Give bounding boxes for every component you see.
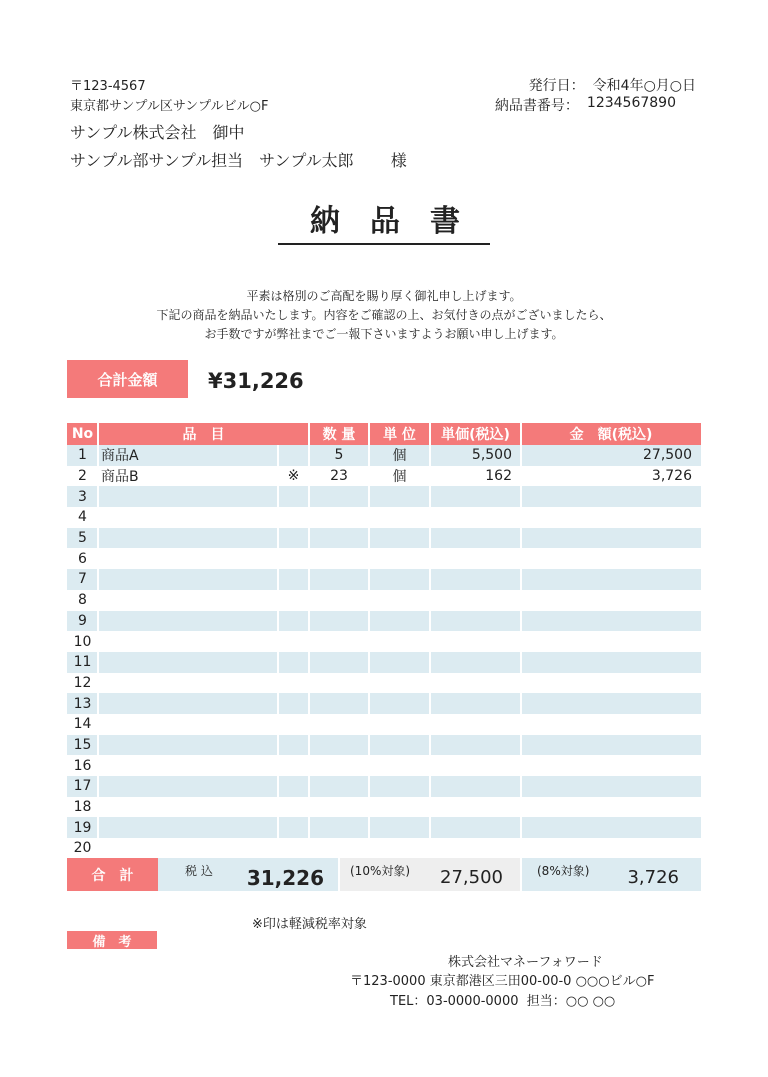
column-divider bbox=[277, 735, 279, 756]
row-qty bbox=[309, 714, 369, 735]
row-qty bbox=[309, 652, 369, 673]
remarks-label: 備 考 bbox=[67, 931, 157, 949]
column-divider bbox=[97, 445, 99, 466]
row-price bbox=[430, 548, 521, 569]
row-qty bbox=[309, 548, 369, 569]
row-mark bbox=[278, 735, 309, 756]
column-divider bbox=[308, 569, 310, 590]
row-price bbox=[430, 735, 521, 756]
greeting bbox=[0, 287, 768, 344]
row-qty bbox=[309, 838, 369, 859]
greeting-line-2: 下記の商品を納品いたします。内容をご確認の上、お気付きの点がございましたら、 bbox=[156, 308, 612, 322]
row-mark bbox=[278, 776, 309, 797]
column-divider bbox=[308, 817, 310, 838]
column-divider bbox=[429, 693, 431, 714]
row-unit bbox=[369, 631, 430, 652]
delivery-number-value: 1234567890 bbox=[586, 95, 676, 111]
row-name: 商品B bbox=[101, 469, 139, 486]
row-no: 12 bbox=[73, 674, 92, 691]
column-divider bbox=[277, 817, 279, 838]
row-no: 20 bbox=[73, 840, 92, 857]
table-row bbox=[67, 693, 701, 714]
column-divider bbox=[308, 423, 310, 445]
row-unit bbox=[369, 817, 430, 838]
column-divider bbox=[277, 445, 279, 466]
table-row bbox=[67, 486, 701, 507]
delivery-number-label: 納品書番号： bbox=[494, 98, 579, 114]
recipient-person: サンプル部サンプル担当 サンプル太郎 様 bbox=[70, 151, 407, 170]
table-row bbox=[67, 776, 701, 797]
row-mark bbox=[278, 797, 309, 818]
row-no: 14 bbox=[73, 716, 92, 733]
tax-included-value: 31,226 bbox=[246, 866, 324, 890]
column-divider bbox=[277, 486, 279, 507]
header-name: 品 目 bbox=[182, 427, 225, 443]
row-no: 3 bbox=[78, 488, 87, 505]
document-title: 納 品 書 bbox=[310, 204, 460, 239]
table-row bbox=[67, 797, 701, 818]
column-divider bbox=[277, 611, 279, 632]
header-qty: 数 量 bbox=[322, 427, 356, 443]
tax-included-label: 税 込 bbox=[185, 864, 213, 878]
row-amount bbox=[521, 652, 701, 673]
recipient-company: サンプル株式会社 御中 bbox=[70, 123, 245, 142]
row-qty bbox=[309, 755, 369, 776]
row-mark bbox=[278, 693, 309, 714]
column-divider bbox=[97, 817, 99, 838]
column-divider bbox=[520, 693, 522, 714]
issue-date-value: 令和4年○月○日 bbox=[592, 78, 696, 94]
table-row bbox=[67, 673, 701, 694]
row-unit bbox=[369, 548, 430, 569]
column-divider bbox=[429, 569, 431, 590]
table-row bbox=[67, 466, 701, 487]
row-mark bbox=[278, 445, 309, 466]
column-divider bbox=[520, 776, 522, 797]
row-unit bbox=[369, 776, 430, 797]
row-mark bbox=[278, 714, 309, 735]
row-no: 5 bbox=[78, 530, 87, 547]
column-divider bbox=[308, 611, 310, 632]
row-price bbox=[430, 817, 521, 838]
table-row bbox=[67, 507, 701, 528]
row-qty bbox=[309, 673, 369, 694]
table-header-row bbox=[67, 423, 701, 445]
table-row bbox=[67, 652, 701, 673]
row-amount bbox=[521, 838, 701, 859]
row-no: 10 bbox=[73, 633, 92, 650]
column-divider bbox=[308, 528, 310, 549]
row-amount bbox=[521, 755, 701, 776]
greeting-line-3: お手数ですが弊社までご一報下さいますようお願い申し上げます。 bbox=[204, 327, 564, 341]
row-mark bbox=[278, 631, 309, 652]
column-divider bbox=[368, 735, 370, 756]
column-divider bbox=[308, 445, 310, 466]
rate8-cell bbox=[522, 858, 701, 891]
column-divider bbox=[520, 652, 522, 673]
row-no: 18 bbox=[73, 799, 92, 816]
row-amount bbox=[521, 590, 701, 611]
column-divider bbox=[520, 569, 522, 590]
row-qty bbox=[309, 797, 369, 818]
row-price bbox=[430, 776, 521, 797]
column-divider bbox=[97, 693, 99, 714]
row-qty: 23 bbox=[330, 468, 348, 485]
row-amount bbox=[521, 611, 701, 632]
table-row bbox=[67, 590, 701, 611]
column-divider bbox=[520, 486, 522, 507]
row-mark bbox=[278, 507, 309, 528]
column-divider bbox=[368, 445, 370, 466]
row-mark bbox=[278, 652, 309, 673]
column-divider bbox=[97, 611, 99, 632]
row-mark bbox=[278, 611, 309, 632]
row-amount: 3,726 bbox=[651, 468, 692, 485]
column-divider bbox=[368, 652, 370, 673]
row-qty bbox=[309, 507, 369, 528]
row-unit bbox=[369, 590, 430, 611]
row-no: 2 bbox=[78, 468, 87, 485]
rate8-value: 3,726 bbox=[627, 867, 679, 888]
row-unit bbox=[369, 838, 430, 859]
totals-label: 合 計 bbox=[67, 858, 158, 891]
row-unit bbox=[369, 569, 430, 590]
column-divider bbox=[429, 652, 431, 673]
row-amount bbox=[521, 486, 701, 507]
column-divider bbox=[520, 817, 522, 838]
column-divider bbox=[520, 611, 522, 632]
rate10-value: 27,500 bbox=[440, 867, 503, 888]
column-divider bbox=[368, 486, 370, 507]
row-mark bbox=[278, 528, 309, 549]
table-row bbox=[67, 631, 701, 652]
row-no: 13 bbox=[73, 695, 92, 712]
column-divider bbox=[520, 735, 522, 756]
row-price bbox=[430, 693, 521, 714]
row-amount bbox=[521, 548, 701, 569]
row-unit bbox=[369, 735, 430, 756]
column-divider bbox=[277, 652, 279, 673]
issue-date-label: 発行日： bbox=[528, 78, 585, 94]
row-mark bbox=[278, 838, 309, 859]
row-unit bbox=[369, 652, 430, 673]
column-divider bbox=[308, 693, 310, 714]
sender-contact: TEL：03-0000-0000 担当：○○ ○○ bbox=[390, 994, 616, 1009]
column-divider bbox=[429, 423, 431, 445]
total-amount-label: 合計金額 bbox=[67, 360, 188, 398]
table-row bbox=[67, 735, 701, 756]
column-divider bbox=[277, 528, 279, 549]
table-row bbox=[67, 528, 701, 549]
row-no: 8 bbox=[78, 592, 87, 609]
row-price bbox=[430, 797, 521, 818]
total-amount-value: ¥31,226 bbox=[208, 369, 304, 393]
row-unit bbox=[369, 528, 430, 549]
column-divider bbox=[368, 817, 370, 838]
row-mark bbox=[278, 569, 309, 590]
row-unit bbox=[369, 714, 430, 735]
column-divider bbox=[97, 735, 99, 756]
row-unit: 個 bbox=[392, 448, 407, 465]
column-divider bbox=[308, 776, 310, 797]
row-price bbox=[430, 486, 521, 507]
row-unit: 個 bbox=[392, 469, 407, 486]
column-divider bbox=[97, 423, 99, 445]
header-no: No bbox=[71, 426, 94, 442]
column-divider bbox=[520, 528, 522, 549]
title-underline bbox=[278, 243, 490, 245]
row-qty bbox=[309, 528, 369, 549]
column-divider bbox=[97, 486, 99, 507]
row-amount bbox=[521, 673, 701, 694]
rate8-label: (8%対象) bbox=[537, 864, 590, 878]
table-row bbox=[67, 817, 701, 838]
row-qty: 5 bbox=[334, 447, 344, 464]
recipient-address: 東京都サンプル区サンプルビル○F bbox=[70, 99, 269, 114]
row-mark bbox=[278, 817, 309, 838]
row-name: 商品A bbox=[101, 448, 139, 465]
column-divider bbox=[368, 611, 370, 632]
issue-date-row bbox=[529, 75, 696, 95]
table-row bbox=[67, 611, 701, 632]
row-qty bbox=[309, 693, 369, 714]
row-no: 1 bbox=[78, 447, 87, 464]
column-divider bbox=[429, 817, 431, 838]
items-table bbox=[67, 423, 701, 859]
row-price bbox=[430, 611, 521, 632]
column-divider bbox=[97, 652, 99, 673]
column-divider bbox=[368, 693, 370, 714]
row-no: 16 bbox=[73, 757, 92, 774]
row-mark bbox=[278, 486, 309, 507]
sender-address: 〒123-0000 東京都港区三田00-00-0 ○○○ビル○F bbox=[350, 974, 655, 989]
rate10-cell bbox=[340, 858, 520, 891]
row-qty bbox=[309, 776, 369, 797]
column-divider bbox=[308, 735, 310, 756]
row-mark bbox=[278, 755, 309, 776]
row-amount bbox=[521, 776, 701, 797]
column-divider bbox=[97, 776, 99, 797]
row-no: 15 bbox=[73, 736, 92, 753]
row-qty bbox=[309, 817, 369, 838]
row-no: 11 bbox=[73, 654, 92, 671]
row-price bbox=[430, 714, 521, 735]
column-divider bbox=[368, 528, 370, 549]
row-price bbox=[430, 569, 521, 590]
row-no: 17 bbox=[73, 778, 92, 795]
row-price bbox=[430, 590, 521, 611]
column-divider bbox=[429, 776, 431, 797]
row-price bbox=[430, 755, 521, 776]
column-divider bbox=[429, 528, 431, 549]
recipient-postal: 〒123-4567 bbox=[70, 79, 146, 94]
row-unit bbox=[369, 611, 430, 632]
sender-company: 株式会社マネーフォワード bbox=[448, 955, 603, 970]
row-price bbox=[430, 631, 521, 652]
row-price bbox=[430, 673, 521, 694]
column-divider bbox=[97, 569, 99, 590]
table-row bbox=[67, 838, 701, 859]
row-amount bbox=[521, 569, 701, 590]
row-qty bbox=[309, 611, 369, 632]
row-amount bbox=[521, 507, 701, 528]
column-divider bbox=[97, 528, 99, 549]
row-amount bbox=[521, 693, 701, 714]
header-price: 単価(税込) bbox=[441, 427, 510, 443]
row-price bbox=[430, 528, 521, 549]
column-divider bbox=[429, 486, 431, 507]
row-amount bbox=[521, 631, 701, 652]
column-divider bbox=[429, 735, 431, 756]
greeting-line-1: 平素は格別のご高配を賜り厚く御礼申し上げます。 bbox=[246, 289, 522, 303]
row-price bbox=[430, 838, 521, 859]
column-divider bbox=[368, 423, 370, 445]
row-unit bbox=[369, 507, 430, 528]
row-price: 162 bbox=[485, 468, 512, 485]
row-mark bbox=[278, 590, 309, 611]
table-body bbox=[67, 445, 701, 859]
header-unit: 単 位 bbox=[383, 427, 416, 443]
row-qty bbox=[309, 486, 369, 507]
row-qty bbox=[309, 590, 369, 611]
row-qty bbox=[309, 569, 369, 590]
row-mark: ※ bbox=[287, 468, 300, 485]
table-row bbox=[67, 548, 701, 569]
row-amount bbox=[521, 797, 701, 818]
rate10-label: (10%対象) bbox=[350, 864, 411, 878]
row-no: 19 bbox=[73, 819, 92, 836]
row-price bbox=[430, 507, 521, 528]
table-row bbox=[67, 569, 701, 590]
row-amount bbox=[521, 714, 701, 735]
header-amount: 金 額(税込) bbox=[569, 427, 653, 443]
column-divider bbox=[368, 776, 370, 797]
column-divider bbox=[429, 611, 431, 632]
column-divider bbox=[368, 569, 370, 590]
row-price bbox=[430, 652, 521, 673]
row-price: 5,500 bbox=[471, 447, 512, 464]
column-divider bbox=[308, 652, 310, 673]
column-divider bbox=[429, 445, 431, 466]
delivery-number-row bbox=[495, 95, 676, 115]
row-unit bbox=[369, 797, 430, 818]
table-row bbox=[67, 714, 701, 735]
row-no: 6 bbox=[78, 550, 87, 567]
row-no: 7 bbox=[78, 571, 87, 588]
row-unit bbox=[369, 486, 430, 507]
row-mark bbox=[278, 548, 309, 569]
tax-included-cell bbox=[158, 858, 338, 891]
row-amount bbox=[521, 528, 701, 549]
column-divider bbox=[308, 486, 310, 507]
row-qty bbox=[309, 735, 369, 756]
column-divider bbox=[277, 776, 279, 797]
row-amount: 27,500 bbox=[643, 447, 692, 464]
row-no: 4 bbox=[78, 509, 87, 526]
row-unit bbox=[369, 755, 430, 776]
row-no: 9 bbox=[78, 612, 87, 629]
row-qty bbox=[309, 631, 369, 652]
row-amount bbox=[521, 817, 701, 838]
column-divider bbox=[277, 569, 279, 590]
column-divider bbox=[520, 445, 522, 466]
row-amount bbox=[521, 735, 701, 756]
row-mark bbox=[278, 673, 309, 694]
row-unit bbox=[369, 693, 430, 714]
column-divider bbox=[520, 423, 522, 445]
row-unit bbox=[369, 673, 430, 694]
table-row bbox=[67, 755, 701, 776]
table-row bbox=[67, 445, 701, 466]
column-divider bbox=[277, 693, 279, 714]
reduced-rate-note: ※印は軽減税率対象 bbox=[252, 917, 367, 932]
